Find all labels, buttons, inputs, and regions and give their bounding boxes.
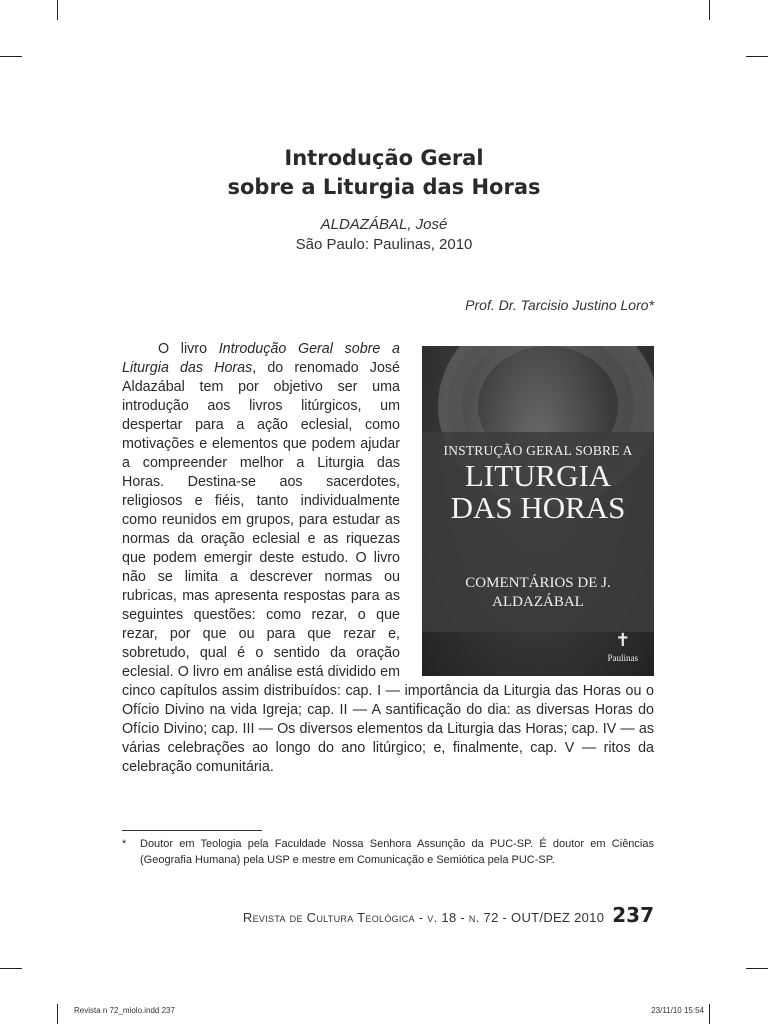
crop-mark: [746, 968, 768, 969]
cover-main-line-2: DAS HORAS: [450, 490, 626, 525]
book-publication: São Paulo: Paulinas, 2010: [295, 236, 473, 253]
book-cover-image: [422, 346, 654, 676]
paragraph-text: , do renomado José Aldazábal tem por objetivo ser uma introdução aos livros litúrgicos, um despertar para a ação eclesial, como motivações e elementos que podem ajudar a compreender melhor a Liturgia das Horas. Destina-se aos sacerdotes, religiosos e fiéis, tanto individualmente como reunidos em grupos, para estudar as normas da oração eclesial e as riquezas que podem emergir deste estudo. O livro não se limita a descrever normas ou rubricas, mas apresenta respostas para as seguintes questões: como rezar, o que rezar, por que ou para que rezar e, sobretudo, qual é o sentido da oração eclesial. O livro em análise está dividido em cinco capítulos assim distribuídos: cap. I — importância da Liturgia das Horas ou o Ofício Divino na vida Igreja; cap. II — A santificação do dia: as diversas Horas do Ofício Divino; cap. III — Os diversos elementos da Liturgia das Horas; cap. IV — as várias celebrações ao longo do ano litúrgico; e, finalmente, cap. V — ritos da celebração comunitária.: [122, 360, 654, 775]
page-number: 237: [612, 903, 654, 927]
footnote-marker: *: [122, 838, 127, 850]
footnote-divider: [122, 830, 262, 831]
title-line-2: sobre a Liturgia das Horas: [227, 175, 541, 199]
publisher-logo: [608, 631, 639, 668]
publisher-name: Paulinas: [607, 653, 638, 663]
cover-subtitle: COMENTÁRIOS DE J. ALDAZÁBAL: [465, 575, 611, 610]
intro-text: O livro: [158, 341, 219, 357]
cover-main-title: [422, 460, 654, 524]
footnote: [122, 836, 654, 868]
book-author: ALDAZÁBAL, José: [320, 216, 448, 233]
crop-mark: [709, 0, 710, 20]
title-line-1: Introdução Geral: [284, 146, 484, 170]
crop-mark: [0, 56, 22, 57]
cover-main-line-1: LITURGIA: [464, 458, 612, 493]
publisher-mark-icon: ✝: [615, 630, 631, 650]
review-title: [0, 144, 768, 202]
cover-kicker: INSTRUÇÃO GERAL SOBRE A: [443, 443, 633, 458]
journal-reference: Revista de Cultura Teológica - v. 18 - n. 72 - OUT/DEZ 2010: [242, 910, 605, 925]
crop-mark: [746, 56, 768, 57]
crop-mark: [57, 0, 58, 20]
book-title-italic: Introdução Geral sobre a Liturgia das Horas: [122, 341, 400, 376]
crop-mark: [57, 1004, 58, 1024]
review-body: [122, 340, 654, 777]
running-footer: [243, 903, 654, 927]
crop-mark: [709, 1004, 710, 1024]
print-slug-file: Revista n 72_miolo.indd 237: [74, 1006, 175, 1015]
reviewer-name: Prof. Dr. Tarcisio Justino Loro*: [465, 297, 654, 313]
print-slug-date: 23/11/10 15:54: [651, 1006, 704, 1015]
footnote-text: Doutor em Teologia pela Faculdade Nossa Senhora Assunção da PUC-SP. É doutor em Ciências (Geografia Humana) pela USP e mestre em Comunicação e Semiótica pela PUC-SP.: [140, 838, 654, 866]
crop-mark: [0, 968, 22, 969]
